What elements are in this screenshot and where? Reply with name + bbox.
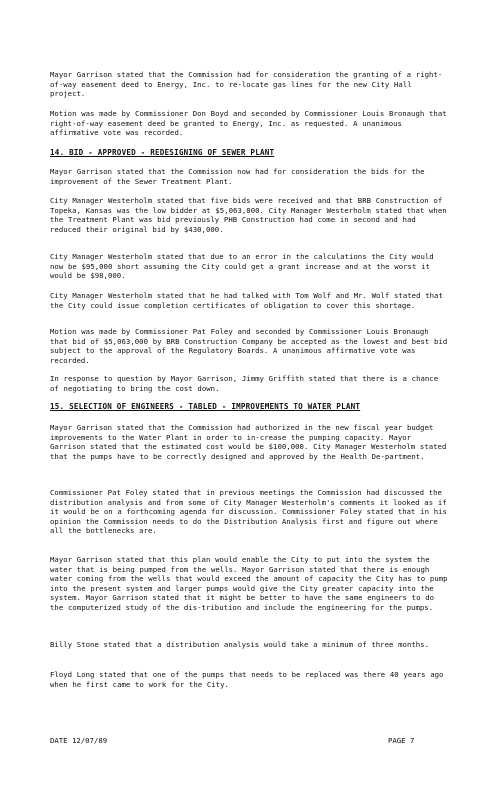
paragraph: Motion was made by Commissioner Pat Foley and seconded by Commissioner Louis Bronaugh that bid of $5,063,000 by BRB Construction Company be accepted as the lowest and best bid subject to the approval of the Regulatory Boards. A unanimous affirmative vote was recorded. — [50, 327, 448, 365]
section-heading: 14. BID - APPROVED - REDESIGNING OF SEWER PLANT — [50, 148, 275, 157]
section-heading: 15. SELECTION OF ENGINEERS - TABLED - IMPROVEMENTS TO WATER PLANT — [50, 402, 361, 411]
paragraph: Mayor Garrison stated that the Commission had authorized in the new fiscal year budget improvements to the Water Plant in order to in-crease the pumping capacity. Mayor Garrison stated that the estimated cost would be $100,000. City Manager Westerholm stated that the pumps have to be correctly designed and approved by the Health De-partment. — [50, 423, 447, 461]
paragraph: Commissioner Pat Foley stated that in previous meetings the Commission had discussed the distribution analysis and from some of City Manager Westerholm's comments it looked as if it would be on a forthcoming agenda for discussion. Commissioner Foley stated that in his opinion the Commission needs to do the Distribution Analysis first and figure out where all the bottlenecks are. — [50, 488, 447, 536]
paragraph: In response to question by Mayor Garrison, Jimmy Griffith stated that there is a chance of negotiating to bring the cost down. — [50, 374, 439, 393]
paragraph: City Manager Westerholm stated that due to an error in the calculations the City would now be $95,000 short assuming the City could get a grant increase and at the worst it would be $98,000. — [50, 252, 434, 281]
paragraph: City Manager Westerholm stated that he had talked with Tom Wolf and Mr. Wolf stated that the City could issue completion certificates of obligation to cover this shortage. — [50, 291, 443, 310]
paragraph: City Manager Westerholm stated that five bids were received and that BRB Construction of Topeka, Kansas was the low bidder at $5,063,000. City Manager Westerholm stated that when the Treatment Plant was bid previously PHB Construction had come in second and had reduced their original bid by $430,000. — [50, 196, 447, 234]
paragraph: Mayor Garrison stated that the Commission had for consideration the granting of a right-of-way easement deed to Energy, Inc. to re-locate gas lines for the new City Hall project. — [50, 70, 443, 99]
paragraph: Mayor Garrison stated that the Commission now had for consideration the bids for the improvement of the Sewer Treatment Plant. — [50, 167, 425, 186]
footer-page-number: PAGE 7 — [388, 736, 415, 745]
paragraph: Motion was made by Commissioner Don Boyd and seconded by Commissioner Louis Bronaugh that right-of-way easement deed be granted to Energy, Inc. as requested. A unanimous affirmative vote was recorded. — [50, 109, 447, 138]
footer-date: DATE 12/07/89 — [50, 736, 108, 745]
paragraph: Floyd Long stated that one of the pumps that needs to be replaced was there 40 years ago when he first came to work for the City. — [50, 670, 444, 689]
paragraph: Mayor Garrison stated that this plan would enable the City to put into the system the water that is being pumped from the wells. Mayor Garrison stated that there is enough water coming from the wells that would exceed the amount of capacity the City has to pump into the present system and larger pumps would give the City greater capacity into the system. Mayor Garrison stated that it might be better to have the same engineers to do the computerized study of the dis-tribution and include the engineering for the pumps. — [50, 555, 448, 612]
paragraph: Billy Stone stated that a distribution analysis would take a minimum of three months. — [50, 640, 430, 649]
